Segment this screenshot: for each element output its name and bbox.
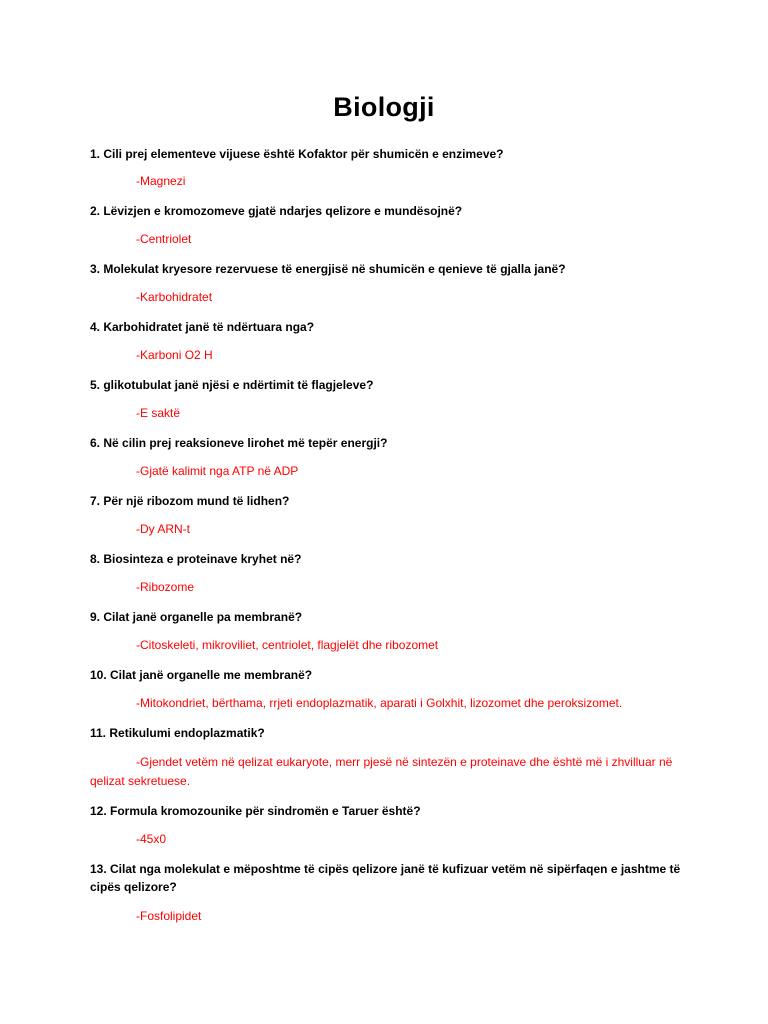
question-6: 6. Në cilin prej reaksioneve lirohet më tepër energji? — [90, 436, 388, 450]
answer-9: -Citoskeleti, mikroviliet, centriolet, flagjelët dhe ribozomet — [136, 638, 439, 652]
answer-4: -Karboni O2 H — [136, 348, 213, 362]
question-4: 4. Karbohidratet janë të ndërtuara nga? — [90, 320, 315, 334]
answer-2: -Centriolet — [136, 232, 192, 246]
question-1: 1. Cili prej elementeve vijuese është Kofaktor për shumicën e enzimeve? — [90, 147, 504, 161]
answer-6: -Gjatë kalimit nga ATP në ADP — [136, 464, 299, 478]
answer-7: -Dy ARN-t — [136, 522, 190, 536]
question-7: 7. Për një ribozom mund të lidhen? — [90, 494, 290, 508]
answer-8: -Ribozome — [136, 580, 195, 594]
answer-3: -Karbohidratet — [136, 290, 213, 304]
page-title: Biologji — [333, 92, 435, 122]
question-5: 5. glikotubulat janë njësi e ndërtimit të flagjeleve? — [90, 378, 374, 392]
answer-5: -E saktë — [136, 406, 181, 420]
answer-11: -Gjendet vetëm në qelizat eukaryote, merr pjesë në sintezën e proteinave dhe është më i zhvilluar në qelizat sekretuese. — [90, 755, 673, 788]
question-2: 2. Lëvizjen e kromozomeve gjatë ndarjes qelizore e mundësojnë? — [90, 204, 463, 218]
question-9: 9. Cilat janë organelle pa membranë? — [90, 610, 303, 624]
answer-12: -45x0 — [136, 832, 167, 846]
answer-1: -Magnezi — [136, 174, 186, 188]
question-13: 13. Cilat nga molekulat e mëposhtme të cipës qelizore janë të kufizuar vetëm në sipërfaqen e jashtme të cipës qelizore? — [90, 862, 681, 894]
question-12: 12. Formula kromozounike për sindromën e Taruer është? — [90, 804, 421, 818]
question-11: 11. Retikulumi endoplazmatik? — [90, 726, 265, 740]
question-8: 8. Biosinteza e proteinave kryhet në? — [90, 552, 302, 566]
question-10: 10. Cilat janë organelle me membranë? — [90, 668, 313, 682]
answer-13: -Fosfolipidet — [136, 909, 202, 923]
answer-10: -Mitokondriet, bërthama, rrjeti endoplazmatik, aparati i Golxhit, lizozomet dhe peroksizomet. — [136, 696, 623, 710]
question-3: 3. Molekulat kryesore rezervuese të energjisë në shumicën e qenieve të gjalla janë? — [90, 262, 566, 276]
